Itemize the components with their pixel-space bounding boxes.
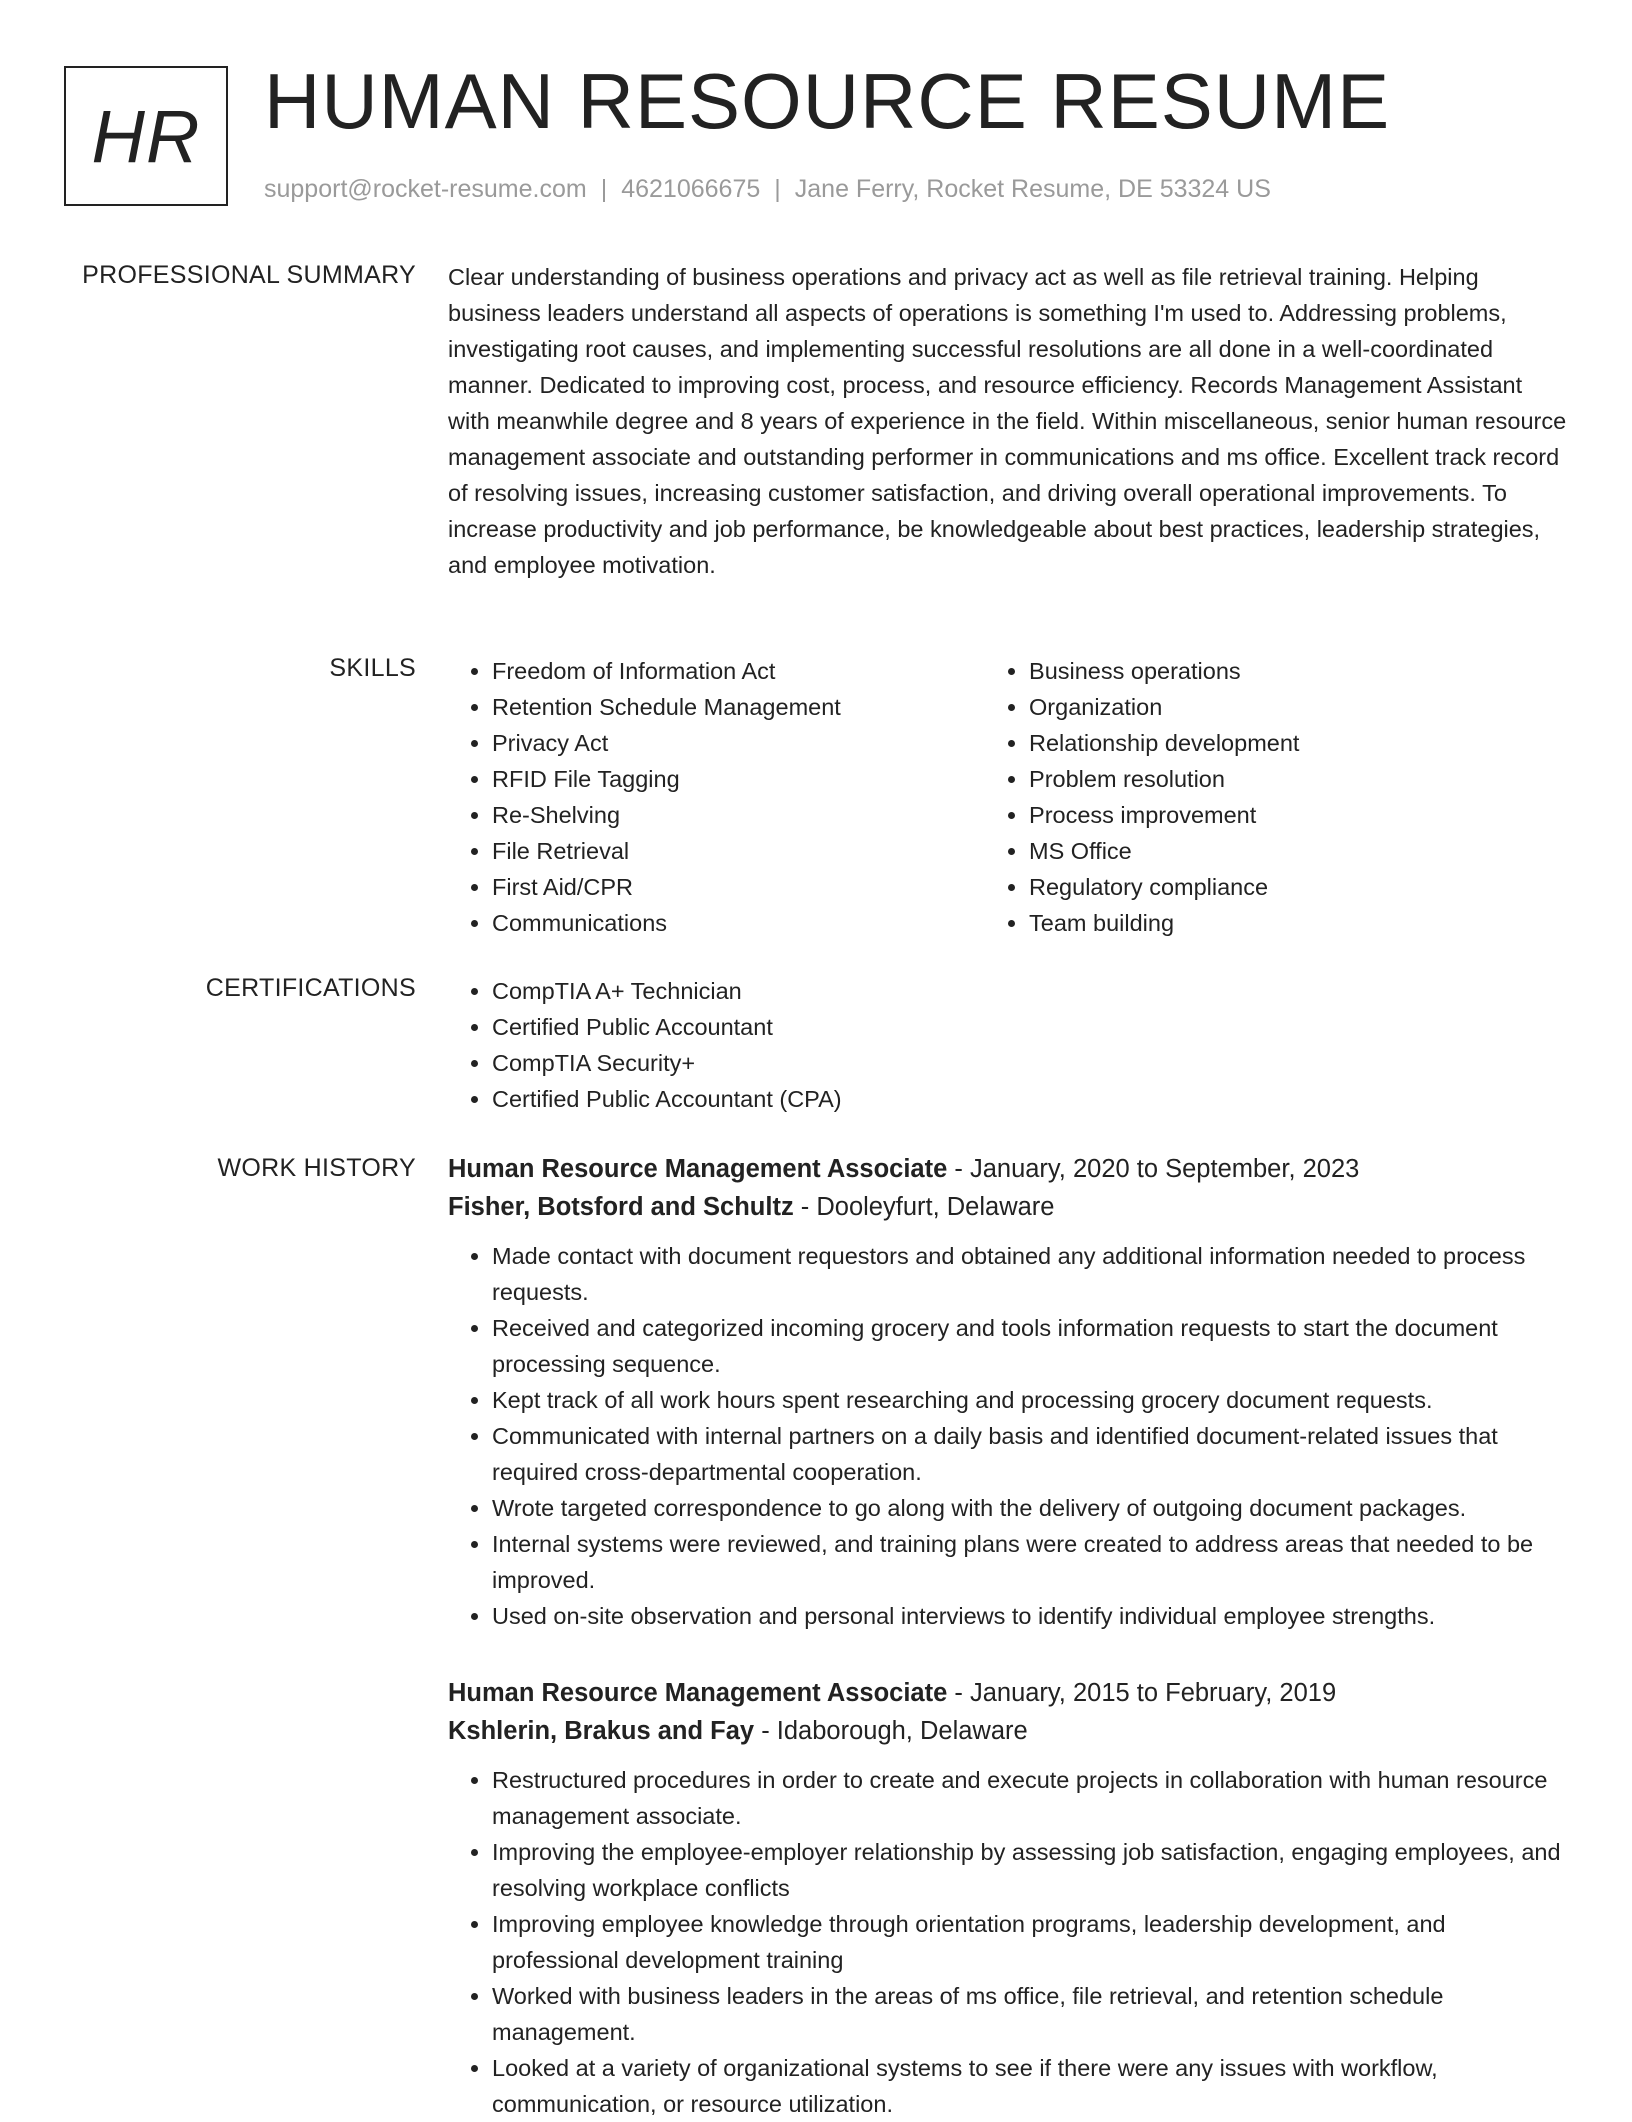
certification-item: • CompTIA A+ Technician bbox=[492, 973, 1568, 1009]
job-location: - Idaborough, Delaware bbox=[754, 1717, 1028, 1745]
contact-email[interactable]: support@rocket-resume.com bbox=[264, 175, 587, 203]
skill-item: • Relationship development bbox=[1029, 725, 1568, 761]
job-location: - Dooleyfurt, Delaware bbox=[793, 1193, 1055, 1221]
contact-phone[interactable]: 4621066675 bbox=[621, 175, 761, 203]
skills-left-column bbox=[448, 653, 979, 941]
certifications-heading: CERTIFICATIONS bbox=[205, 974, 416, 1002]
job-title-line bbox=[448, 1674, 1568, 1712]
contact-separator: | bbox=[774, 175, 781, 203]
skill-item: • RFID File Tagging bbox=[492, 761, 979, 797]
resume-title: HUMAN RESOURCE RESUME bbox=[264, 57, 1391, 145]
job-company-line bbox=[448, 1188, 1568, 1226]
job-company-line bbox=[448, 1712, 1568, 1750]
work-history-heading: WORK HISTORY bbox=[217, 1154, 416, 1182]
job-entry bbox=[448, 1674, 1568, 2122]
job-bullet: • Internal systems were reviewed, and training plans were created to address areas that needed to be improved. bbox=[492, 1526, 1568, 1598]
skill-item: • Team building bbox=[1029, 905, 1568, 941]
job-bullet: • Restructured procedures in order to create and execute projects in collaboration with human resource management associate. bbox=[492, 1762, 1568, 1834]
skill-item: • Re-Shelving bbox=[492, 797, 979, 833]
summary-heading: PROFESSIONAL SUMMARY bbox=[82, 261, 416, 289]
job-bullet: • Wrote targeted correspondence to go along with the delivery of outgoing document packages. bbox=[492, 1490, 1568, 1526]
job-title-line bbox=[448, 1150, 1568, 1188]
skill-item: • First Aid/CPR bbox=[492, 869, 979, 905]
skill-item: • MS Office bbox=[1029, 833, 1568, 869]
job-company: Fisher, Botsford and Schultz bbox=[448, 1193, 794, 1221]
job-bullet: • Worked with business leaders in the areas of ms office, file retrieval, and retention schedule management. bbox=[492, 1978, 1568, 2050]
job-bullet: • Communicated with internal partners on a daily basis and identified document-related issues that required cross-departmental cooperation. bbox=[492, 1418, 1568, 1490]
job-bullets bbox=[448, 1238, 1568, 1634]
skill-item: • Process improvement bbox=[1029, 797, 1568, 833]
job-dates: - January, 2020 to September, 2023 bbox=[947, 1155, 1360, 1183]
contact-line bbox=[264, 175, 1271, 204]
skill-item: • Organization bbox=[1029, 689, 1568, 725]
skill-item: • Privacy Act bbox=[492, 725, 979, 761]
job-bullet: • Received and categorized incoming grocery and tools information requests to start the document processing sequence. bbox=[492, 1310, 1568, 1382]
skill-item: • Business operations bbox=[1029, 653, 1568, 689]
skill-item: • Retention Schedule Management bbox=[492, 689, 979, 725]
summary-text: Clear understanding of business operations and privacy act as well as file retrieval training. Helping business leaders understand all aspects of operations is something I'm used to. Addressing problems, investigating root causes, and implementing successful resolutions are all done in a well-coordinated manner. Dedicated to improving cost, process, and resource efficiency. Records Management Assistant with meanwhile degree and 8 years of experience in the field. Within miscellaneous, senior human resource management associate and outstanding performer in communications and ms office. Excellent track record of resolving issues, increasing customer satisfaction, and driving overall operational improvements. To increase productivity and job performance, be knowledgeable about best practices, leadership strategies, and employee motivation. bbox=[448, 264, 1567, 578]
skill-item: • File Retrieval bbox=[492, 833, 979, 869]
skill-item: • Regulatory compliance bbox=[1029, 869, 1568, 905]
job-entry bbox=[448, 1150, 1568, 1634]
job-title: Human Resource Management Associate bbox=[448, 1679, 948, 1707]
job-bullet: • Kept track of all work hours spent researching and processing grocery document requests. bbox=[492, 1382, 1568, 1418]
certification-item: • CompTIA Security+ bbox=[492, 1045, 1568, 1081]
job-bullet: • Used on-site observation and personal interviews to identify individual employee strengths. bbox=[492, 1598, 1568, 1634]
certification-item: • Certified Public Accountant (CPA) bbox=[492, 1081, 1568, 1117]
certification-item: • Certified Public Accountant bbox=[492, 1009, 1568, 1045]
job-bullet: • Improving the employee-employer relationship by assessing job satisfaction, engaging employees, and resolving workplace conflicts bbox=[492, 1834, 1568, 1906]
job-company: Kshlerin, Brakus and Fay bbox=[448, 1717, 755, 1745]
certifications-list bbox=[448, 973, 1568, 1117]
contact-address: Jane Ferry, Rocket Resume, DE 53324 US bbox=[794, 175, 1271, 203]
skill-item: • Freedom of Information Act bbox=[492, 653, 979, 689]
skills-right-column bbox=[985, 653, 1568, 941]
job-dates: - January, 2015 to February, 2019 bbox=[947, 1679, 1337, 1707]
contact-separator: | bbox=[600, 175, 608, 203]
skill-item: • Communications bbox=[492, 905, 979, 941]
skills-heading: SKILLS bbox=[329, 654, 416, 682]
job-bullets bbox=[448, 1762, 1568, 2122]
job-title: Human Resource Management Associate bbox=[448, 1155, 948, 1183]
job-bullet: • Looked at a variety of organizational systems to see if there were any issues with workflow, communication, or resource utilization. bbox=[492, 2050, 1568, 2122]
skills-list bbox=[448, 653, 1568, 941]
job-bullet: • Made contact with document requestors and obtained any additional information needed to process requests. bbox=[492, 1238, 1568, 1310]
skill-item: • Problem resolution bbox=[1029, 761, 1568, 797]
monogram-logo: HR bbox=[64, 66, 228, 206]
job-bullet: • Improving employee knowledge through orientation programs, leadership development, and professional development training bbox=[492, 1906, 1568, 1978]
